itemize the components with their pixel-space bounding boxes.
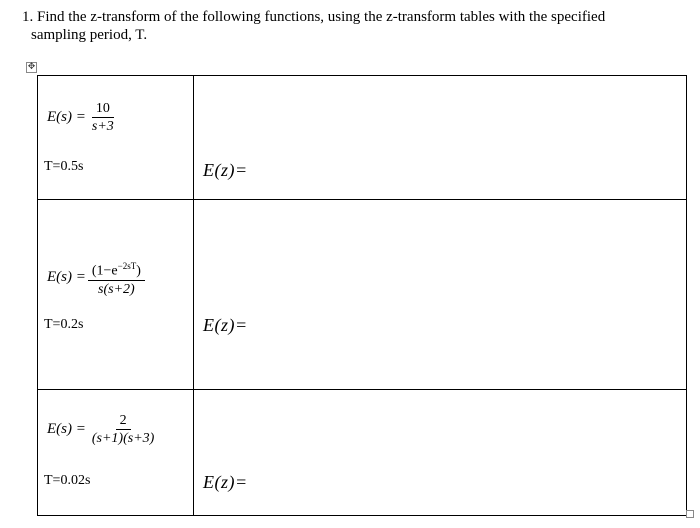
expression-lhs: E(s) = xyxy=(47,109,86,125)
sampling-period: T=0.5s xyxy=(44,159,84,174)
fraction-numerator xyxy=(88,258,145,281)
expression-lhs: E(s) = xyxy=(47,421,86,437)
table-row xyxy=(38,76,687,200)
question-line-2: sampling period, T. xyxy=(31,27,148,43)
sampling-period: T=0.2s xyxy=(44,317,84,332)
table-resize-handle[interactable] xyxy=(686,510,694,518)
question-line-1: 1. Find the z-transform of the following functions, using the z-transform tables with the specified xyxy=(22,9,606,25)
laplace-expression xyxy=(47,100,118,135)
answer-label: E(z)= xyxy=(203,160,248,180)
table-move-handle-icon[interactable]: ✥ xyxy=(27,62,36,72)
numerator-close: ) xyxy=(136,263,141,279)
numerator-base: (1−e xyxy=(91,263,118,279)
answer-cell[interactable] xyxy=(194,390,687,516)
transform-table xyxy=(37,75,687,516)
fraction xyxy=(88,258,145,298)
answer-cell[interactable] xyxy=(194,200,687,390)
function-cell[interactable] xyxy=(38,200,194,390)
laplace-expression xyxy=(47,258,145,298)
fraction xyxy=(88,100,118,135)
function-cell[interactable] xyxy=(38,390,194,516)
function-cell[interactable] xyxy=(38,76,194,200)
answer-cell[interactable] xyxy=(194,76,687,200)
sampling-period: T=0.02s xyxy=(44,473,91,488)
fraction-denominator: s+3 xyxy=(91,119,114,134)
table-row xyxy=(38,200,687,390)
numerator-exponent: −2sT xyxy=(117,261,137,271)
expression-lhs: E(s) = xyxy=(47,269,86,286)
fraction-denominator: (s+1)(s+3) xyxy=(91,431,155,446)
answer-label: E(z)= xyxy=(203,315,248,335)
fraction-numerator: 2 xyxy=(116,412,131,430)
answer-label: E(z)= xyxy=(203,472,248,492)
question-text xyxy=(22,8,662,44)
table-row xyxy=(38,390,687,516)
fraction xyxy=(88,412,158,447)
fraction-denominator: s(s+2) xyxy=(98,281,135,297)
fraction-numerator: 10 xyxy=(92,100,114,118)
laplace-expression xyxy=(47,412,158,447)
